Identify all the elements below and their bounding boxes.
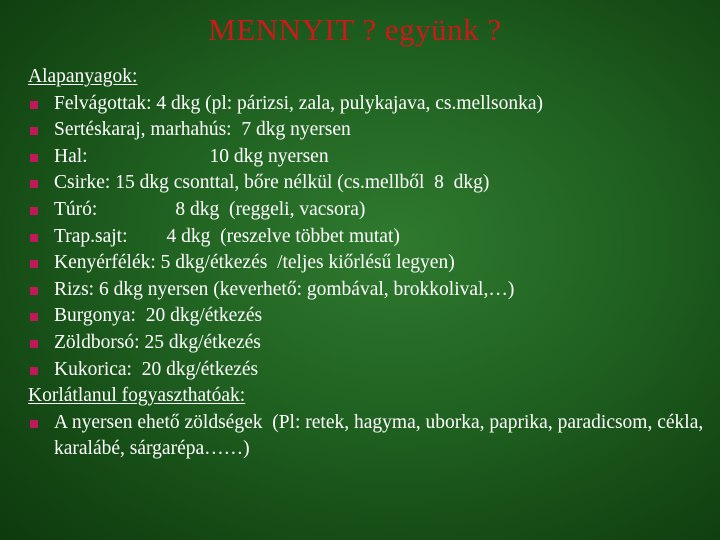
list-item-text: Csirke: 15 dkg csonttal, bőre nélkül (cs.mellből 8 dkg) bbox=[54, 172, 490, 194]
square-bullet-icon bbox=[30, 287, 38, 295]
slide-title: MENNYIT ? együnk ? bbox=[208, 12, 502, 47]
list-item bbox=[28, 170, 712, 197]
slide-content bbox=[28, 64, 712, 463]
list-item bbox=[28, 91, 712, 118]
list-item bbox=[28, 144, 712, 171]
list-item bbox=[28, 410, 712, 463]
list-item-text: Rizs: 6 dkg nyersen (keverhető: gombával, brokkolival,…) bbox=[54, 278, 515, 300]
unlimited-foods-list bbox=[28, 410, 712, 463]
list-item bbox=[28, 250, 712, 277]
section-heading-korlatlanul: Korlátlanul fogyaszthatóak: bbox=[28, 385, 246, 407]
list-item-text: Felvágottak: 4 dkg (pl: párizsi, zala, pulykajava, cs.mellsonka) bbox=[54, 92, 543, 114]
list-item-text: Burgonya: 20 dkg/étkezés bbox=[54, 305, 263, 327]
list-item bbox=[28, 330, 712, 357]
square-bullet-icon bbox=[30, 101, 38, 109]
square-bullet-icon bbox=[30, 367, 38, 375]
list-item-text: Túró: 8 dkg (reggeli, vacsora) bbox=[54, 198, 366, 220]
list-item-text: Hal: 10 dkg nyersen bbox=[54, 145, 329, 167]
square-bullet-icon bbox=[30, 260, 38, 268]
list-item bbox=[28, 303, 712, 330]
square-bullet-icon bbox=[30, 207, 38, 215]
square-bullet-icon bbox=[30, 340, 38, 348]
section-heading-alapanyagok: Alapanyagok: bbox=[28, 66, 138, 87]
square-bullet-icon bbox=[30, 154, 38, 162]
square-bullet-icon bbox=[30, 127, 38, 135]
square-bullet-icon bbox=[30, 180, 38, 188]
list-item bbox=[28, 357, 712, 384]
list-item bbox=[28, 197, 712, 224]
square-bullet-icon bbox=[30, 313, 38, 321]
square-bullet-icon bbox=[30, 420, 38, 428]
list-item-text: Sertéskaraj, marhahús: 7 dkg nyersen bbox=[54, 119, 351, 141]
list-item-text: Kenyérfélék: 5 dkg/étkezés /teljes kiőrlésű legyen) bbox=[54, 252, 455, 274]
list-item bbox=[28, 224, 712, 251]
list-item bbox=[28, 277, 712, 304]
list-item-text: A nyersen ehető zöldségek (Pl: retek, hagyma, uborka, paprika, paradicsom, cékla, karalábé, sárgarépa……) bbox=[54, 411, 709, 460]
list-item-text: Trap.sajt: 4 dkg (reszelve többet mutat) bbox=[54, 225, 400, 247]
ingredients-list bbox=[28, 91, 712, 384]
list-item-text: Kukorica: 20 dkg/étkezés bbox=[54, 358, 259, 380]
list-item-text: Zöldborsó: 25 dkg/étkezés bbox=[54, 331, 261, 353]
square-bullet-icon bbox=[30, 234, 38, 242]
list-item bbox=[28, 117, 712, 144]
